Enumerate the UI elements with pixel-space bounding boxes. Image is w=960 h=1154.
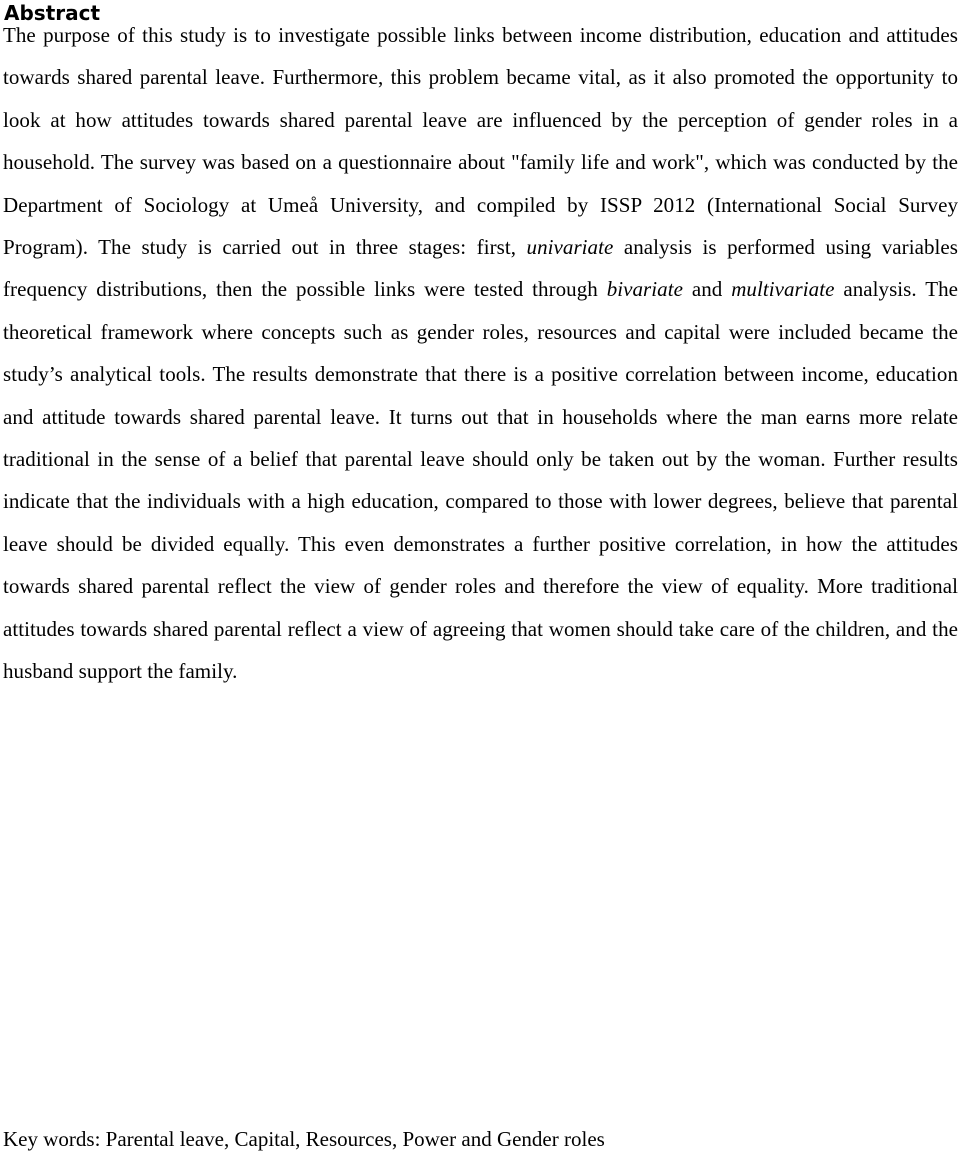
italic-univariate: univariate (526, 235, 614, 260)
abstract-italic-term (731, 277, 834, 301)
italic-multivariate: multivariate (731, 277, 835, 302)
abstract-text-part-4: analysis. The theoretical framework where concepts such as gender roles, resources and capital were included became the study’s analytical tools. The results demonstrate that there is a positive correlation between income, education and attitude towards shared parental leave. It turns out that in households where the man earns more relate traditional in the sense of a belief that parental leave should only be taken out by the woman. Further results indicate that the individuals with a high education, compared to those with lower degrees, believe that parental leave should be divided equally. This even demonstrates a further positive correlation, in how the attitudes towards shared parental reflect the view of gender roles and therefore the view of equality. More traditional attitudes towards shared parental reflect a view of agreeing that women should take care of the children, and the husband support the family. (3, 277, 958, 684)
abstract-heading: Abstract (4, 1, 101, 25)
abstract-paragraph (3, 14, 958, 693)
abstract-italic-term (607, 277, 683, 301)
abstract-italic-term (527, 235, 614, 259)
abstract-text-part-3: and (682, 277, 732, 302)
italic-bivariate: bivariate (606, 277, 683, 302)
abstract-text-part-2: analysis is performed using variables frequency distributions, then the possible links were tested through (3, 235, 958, 302)
keywords-line: Key words: Parental leave, Capital, Resources, Power and Gender roles (3, 1127, 605, 1151)
abstract-text-part-1: The purpose of this study is to investigate possible links between income distribution, education and attitudes towards shared parental leave. Furthermore, this problem became vital, as it also promoted the opportunity to look at how attitudes towards shared parental leave are influenced by the perception of gender roles in a household. The survey was based on a questionnaire about "family life and work", which was conducted by the Department of Sociology at Umeå University, and compiled by ISSP 2012 (International Social Survey Program). The study is carried out in three stages: first, (3, 23, 958, 260)
